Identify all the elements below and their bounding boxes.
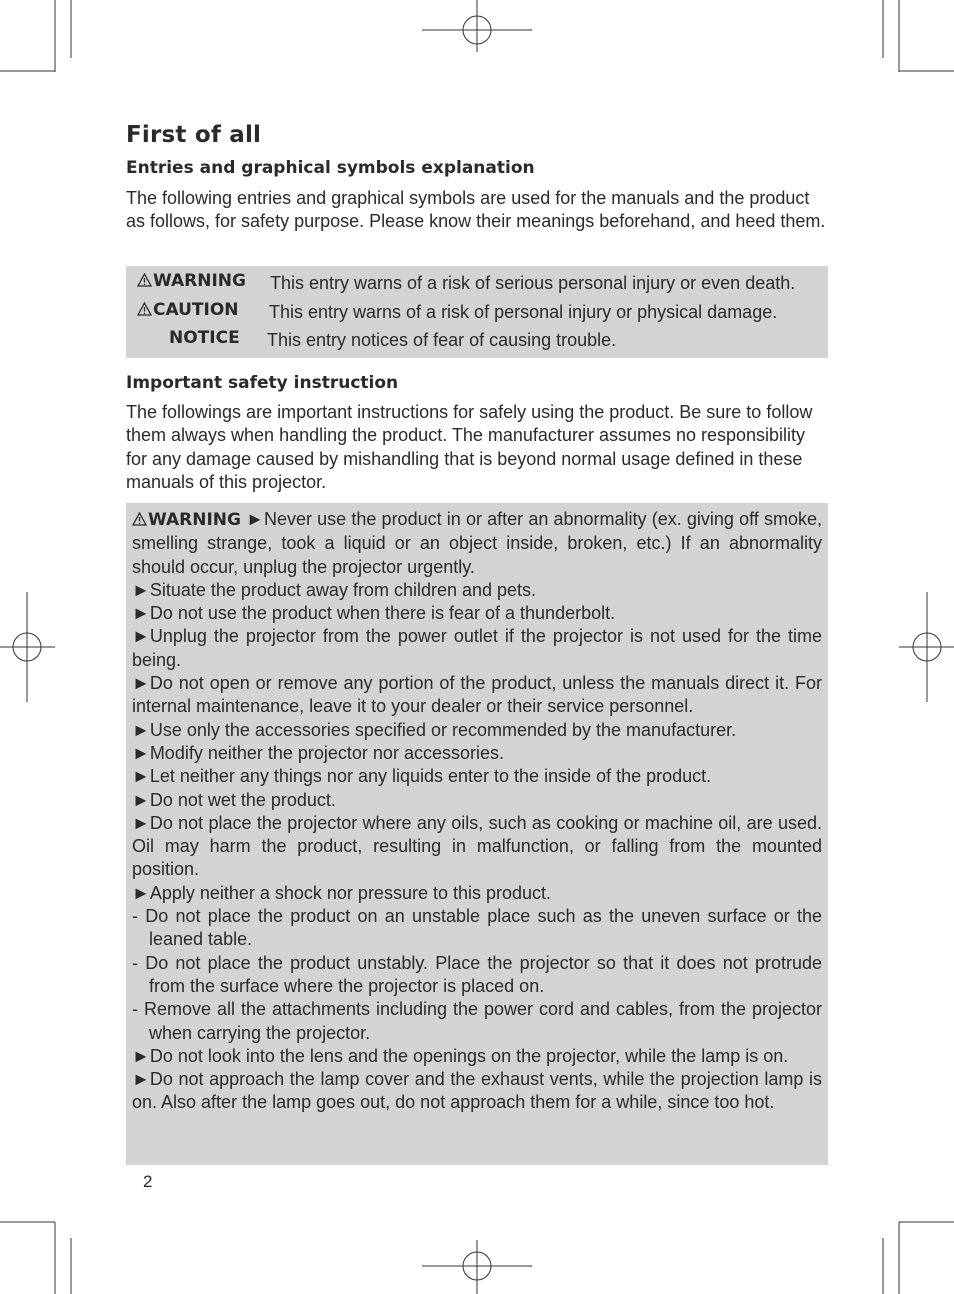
warning-item: ►Situate the product away from children and pets. <box>132 579 537 600</box>
warning-item: ►Do not use the product when there is fear of a thunderbolt. <box>132 603 616 624</box>
warning-item: ►Do not wet the product. <box>132 789 336 810</box>
warning-item: ►Unplug the projector from the power outlet if the projector is not used for the time being. <box>132 626 822 670</box>
section-heading-safety: Important safety instruction <box>126 373 399 393</box>
registration-target-left <box>0 592 55 702</box>
notice-description: This entry notices of fear of causing trouble. <box>267 330 617 350</box>
warning-triangle-icon <box>137 273 152 287</box>
page-title: First of all <box>126 122 262 148</box>
warning-item: ►Do not look into the lens and the openings on the projector, while the lamp is on. <box>132 1045 789 1066</box>
warning-item-text: ►Never use the product in or after an abnormality (ex. giving off smoke, smelling strange, took a liquid or an object inside, broken, etc.) If an abnormality should occur, unplug the projector urgently. <box>132 509 822 577</box>
registration-target-bottom <box>422 1240 532 1294</box>
warning-item: ►Do not approach the lamp cover and the exhaust vents, while the projection lamp is on. Also after the lamp goes out, do not approach them for a while, since too hot. <box>132 1069 822 1113</box>
warning-description: This entry warns of a risk of serious personal injury or even death. <box>270 273 796 293</box>
caution-label <box>137 300 239 320</box>
caution-label-text: CAUTION <box>153 300 239 320</box>
entries-intro-paragraph: The following entries and graphical symbols are used for the manuals and the product as follows, for safety purpose. Please know their meanings beforehand, and heed them. <box>126 188 826 232</box>
section-heading-entries: Entries and graphical symbols explanation <box>126 158 535 178</box>
safety-warning-label-text: WARNING <box>148 510 241 530</box>
warning-item: ►Let neither any things nor any liquids enter to the inside of the product. <box>132 766 712 787</box>
notice-label: NOTICE <box>169 328 240 348</box>
page-number: 2 <box>143 1172 153 1191</box>
warning-item: ►Apply neither a shock nor pressure to this product. <box>132 882 552 903</box>
caution-triangle-icon <box>137 302 152 316</box>
registration-target-right <box>899 592 954 702</box>
safety-intro-paragraph: The followings are important instructions for safely using the product. Be sure to follow them always when handling the product. The manufacturer assumes no responsibility for any damage caused by mishandling that is beyond normal usage defined in these manuals of this projector. <box>126 402 813 492</box>
warning-item <box>132 508 822 579</box>
safety-warning-label <box>132 510 241 530</box>
registration-target-top <box>422 0 532 52</box>
warning-item: ►Modify neither the projector nor accessories. <box>132 742 504 763</box>
warning-label-text: WARNING <box>153 271 246 291</box>
caution-description: This entry warns of a risk of personal injury or physical damage. <box>269 302 778 322</box>
warning-subitem: - Remove all the attachments including the power cord and cables, from the projector when carrying the projector. <box>132 999 822 1043</box>
warning-subitem: - Do not place the product unstably. Place the projector so that it does not protrude from the surface where the projector is placed on. <box>132 952 822 996</box>
warning-item: ►Use only the accessories specified or recommended by the manufacturer. <box>132 719 737 740</box>
warning-item: ►Do not open or remove any portion of the product, unless the manuals direct it. For internal maintenance, leave it to your dealer or their service personnel. <box>132 673 822 717</box>
warning-item: ►Do not place the projector where any oils, such as cooking or machine oil, are used. Oil may harm the product, resulting in malfunction, or falling from the mounted position. <box>132 812 822 880</box>
warning-triangle-icon <box>132 512 147 526</box>
safety-warning-box <box>126 503 828 1165</box>
safety-warning-list <box>132 508 822 1115</box>
warning-label <box>137 271 246 291</box>
entries-symbols-box <box>126 266 828 358</box>
warning-subitem: - Do not place the product on an unstable place such as the uneven surface or the leaned table. <box>132 906 822 950</box>
